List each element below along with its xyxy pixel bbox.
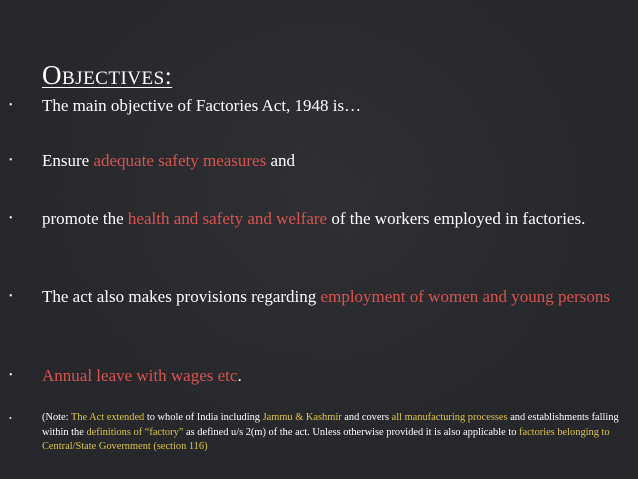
bullet-text bbox=[42, 286, 619, 308]
note-text-highlight: all manufacturing processes bbox=[391, 412, 508, 423]
bullet-text-plain: of the workers employed in factories. bbox=[327, 209, 586, 228]
note-text-highlight: Jammu & Kashmir bbox=[262, 412, 342, 423]
note-text-highlight: definitions of “factory” bbox=[86, 426, 184, 438]
bullet-text bbox=[42, 95, 619, 117]
note-text-plain: and establishments falling within the bbox=[42, 412, 619, 438]
note-text-plain: to whole of India including bbox=[144, 412, 263, 423]
note-text bbox=[42, 411, 619, 455]
bullet-text-plain: and bbox=[266, 151, 296, 170]
bullet-text-plain: The act also makes provisions regarding bbox=[42, 287, 321, 306]
bullet-item-4 bbox=[9, 286, 619, 308]
bullet-text-plain: . bbox=[237, 366, 242, 385]
bullet-dot: • bbox=[9, 370, 13, 381]
bullet-text-highlight: adequate safety measures bbox=[93, 151, 267, 170]
bullet-item-5 bbox=[9, 365, 619, 387]
bullet-dot: • bbox=[9, 100, 13, 111]
bullet-item-3 bbox=[9, 208, 619, 230]
bullet-text-highlight: Annual leave with wages etc bbox=[42, 366, 238, 385]
bullet-dot: • bbox=[9, 291, 13, 302]
bullet-text bbox=[42, 150, 619, 172]
note-text-plain: as defined u/s 2(m) of the act. Unless otherwise provided it is also applicable to bbox=[183, 426, 519, 438]
title-rest: BJECTIVES bbox=[62, 68, 165, 89]
title-initial: O bbox=[42, 60, 62, 90]
note-text-highlight: factories belonging to Central/State Government (section 116) bbox=[42, 426, 610, 452]
bullet-item-1 bbox=[9, 95, 619, 117]
slide-title bbox=[42, 60, 172, 91]
note-text-plain: and covers bbox=[341, 412, 392, 423]
bullet-dot: • bbox=[9, 414, 12, 423]
title-colon: : bbox=[164, 63, 173, 90]
note-item bbox=[9, 411, 619, 455]
bullet-dot: • bbox=[9, 155, 13, 166]
bullet-text-highlight: health and safety and welfare bbox=[127, 209, 328, 228]
bullet-text-plain: Ensure bbox=[42, 151, 94, 170]
note-text-highlight: The Act extended bbox=[70, 412, 145, 423]
bullet-text-highlight: employment of women and young persons bbox=[320, 287, 610, 306]
bullet-dot: • bbox=[9, 213, 13, 224]
bullet-text-plain: promote the bbox=[42, 209, 128, 228]
bullet-text bbox=[42, 365, 619, 387]
note-text-plain: (Note: bbox=[42, 412, 71, 423]
bullet-item-2 bbox=[9, 150, 619, 172]
bullet-text-plain: The main objective of Factories Act, 1948 is… bbox=[42, 96, 362, 115]
bullet-text bbox=[42, 208, 619, 230]
